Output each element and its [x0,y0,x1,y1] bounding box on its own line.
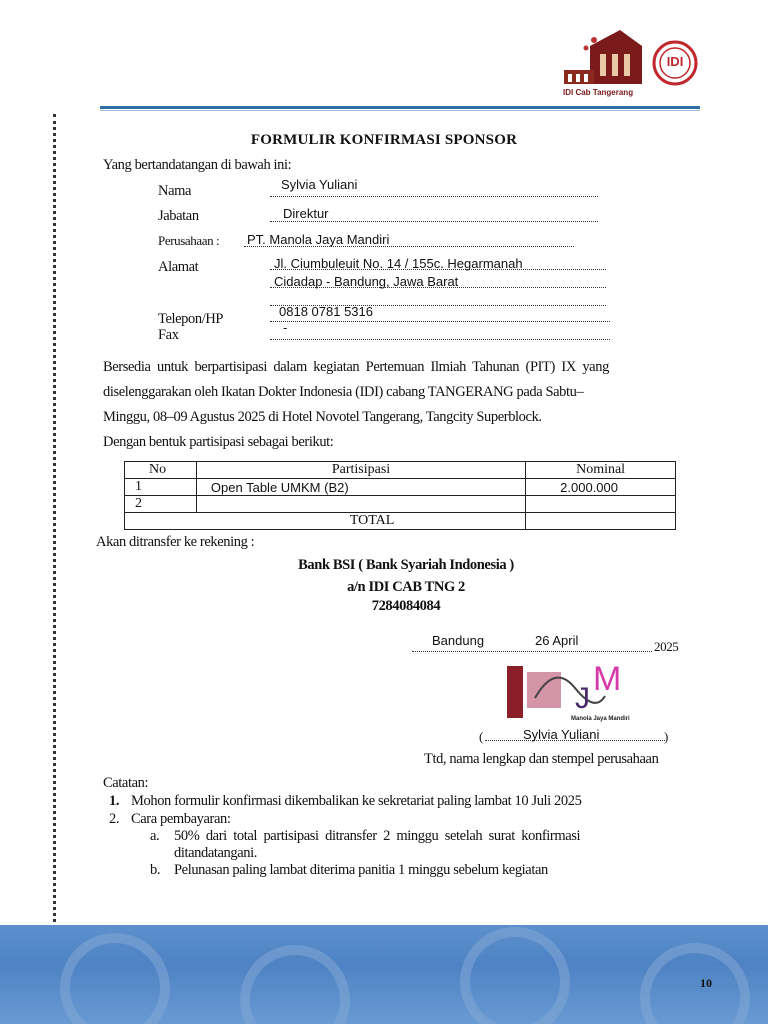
signature-year: 2025 [654,639,679,654]
note-2-number: 2. [109,811,120,827]
note-1-number: 1. [109,793,120,809]
company-stamp [505,658,635,728]
bank-account-name: a/n IDI CAB TNG 2 [347,579,465,595]
alamat-value-1: Jl. Ciumbuleuit No. 14 / 155c. Hegarmanah [274,256,523,271]
idi-logo-text: IDI [666,54,684,69]
fax-label: Fax [158,327,179,343]
perusahaan-value: PT. Manola Jaya Mandiri [247,232,390,247]
fax-value: - [283,320,288,335]
signer-open-paren: ( [479,729,483,744]
header-nominal: Nominal [526,462,676,479]
signature-city: Bandung [432,633,485,648]
telepon-label: Telepon/HP [158,311,224,327]
signature-caption: Ttd, nama lengkap dan stempel perusahaan [424,751,659,767]
telepon-value: 0818 0781 5316 [279,304,373,319]
svg-text:J: J [575,682,590,715]
fax-line [270,326,610,340]
note-2b-number: b. [150,862,161,878]
page-number: 10 [700,976,712,990]
stamp-company-text: Manola Jaya Mandiri [571,716,630,722]
header-no: No [125,462,197,479]
intro-text: Yang bertandatangan di bawah ini: [103,157,292,173]
table-total-row [125,513,676,530]
svg-text:M: M [593,660,622,698]
statement-line-2: diselenggarakan oleh Ikatan Dokter Indonesia (IDI) cabang TANGERANG pada Sabtu– [103,384,584,400]
participation-intro: Dengan bentuk partisipasi sebagai berikut: [103,434,334,450]
note-2a-line-1: 50% dari total partisipasi ditransfer 2 minggu setelah surat konfirmasi [174,828,581,844]
alamat-label: Alamat [158,259,199,275]
header-rule [100,106,700,109]
jabatan-value: Direktur [283,206,329,221]
row-partisipasi [196,496,525,513]
transfer-intro: Akan ditransfer ke rekening : [96,534,255,550]
perusahaan-label: Perusahaan : [158,233,220,248]
table-row [125,496,676,513]
header-partisipasi: Partisipasi [196,462,525,479]
row-no: 1 [125,479,197,496]
row-nominal: 2.000.000 [526,479,676,496]
signer-name: Sylvia Yuliani [523,727,600,742]
row-partisipasi: Open Table UMKM (B2) [196,479,525,496]
total-label: TOTAL [125,513,526,530]
row-no: 2 [125,496,197,513]
footer-band [0,925,768,1024]
table-row [125,479,676,496]
idi-logo [652,40,698,86]
table-header-row [125,462,676,479]
bank-account-number: 7284084084 [371,598,441,614]
statement-line-1: Bersedia untuk berpartisipasi dalam kegiatan Pertemuan Ilmiah Tahunan (PIT) IX yang [103,359,609,375]
left-dotted-guide [53,114,56,970]
total-value [526,513,676,530]
note-2a-number: a. [150,828,160,844]
note-2a-line-2: ditandatangani. [174,845,257,861]
notes-heading: Catatan: [103,775,149,791]
note-2: Cara pembayaran: [131,811,231,827]
logo-caption: IDI Cab Tangerang [563,88,634,97]
note-1: Mohon formulir konfirmasi dikembalikan ke sekretariat paling lambat 10 Juli 2025 [131,793,582,809]
signer-close-paren: ) [664,729,668,744]
nama-value: Sylvia Yuliani [281,177,358,192]
participation-table [124,461,676,530]
row-nominal [526,496,676,513]
form-title: FORMULIR KONFIRMASI SPONSOR [250,132,518,148]
note-2b: Pelunasan paling lambat diterima panitia 1 minggu sebelum kegiatan [174,862,548,878]
jabatan-label: Jabatan [158,208,199,224]
statement-line-3: Minggu, 08–09 Agustus 2025 di Hotel Novotel Tangerang, Tangcity Superblock. [103,409,542,425]
bank-name: Bank BSI ( Bank Syariah Indonesia ) [298,557,514,573]
nama-label: Nama [158,183,192,199]
signature-date: 26 April [535,633,579,648]
alamat-value-2: Cidadap - Bandung, Jawa Barat [274,274,459,289]
header-rule-thin [100,110,700,111]
